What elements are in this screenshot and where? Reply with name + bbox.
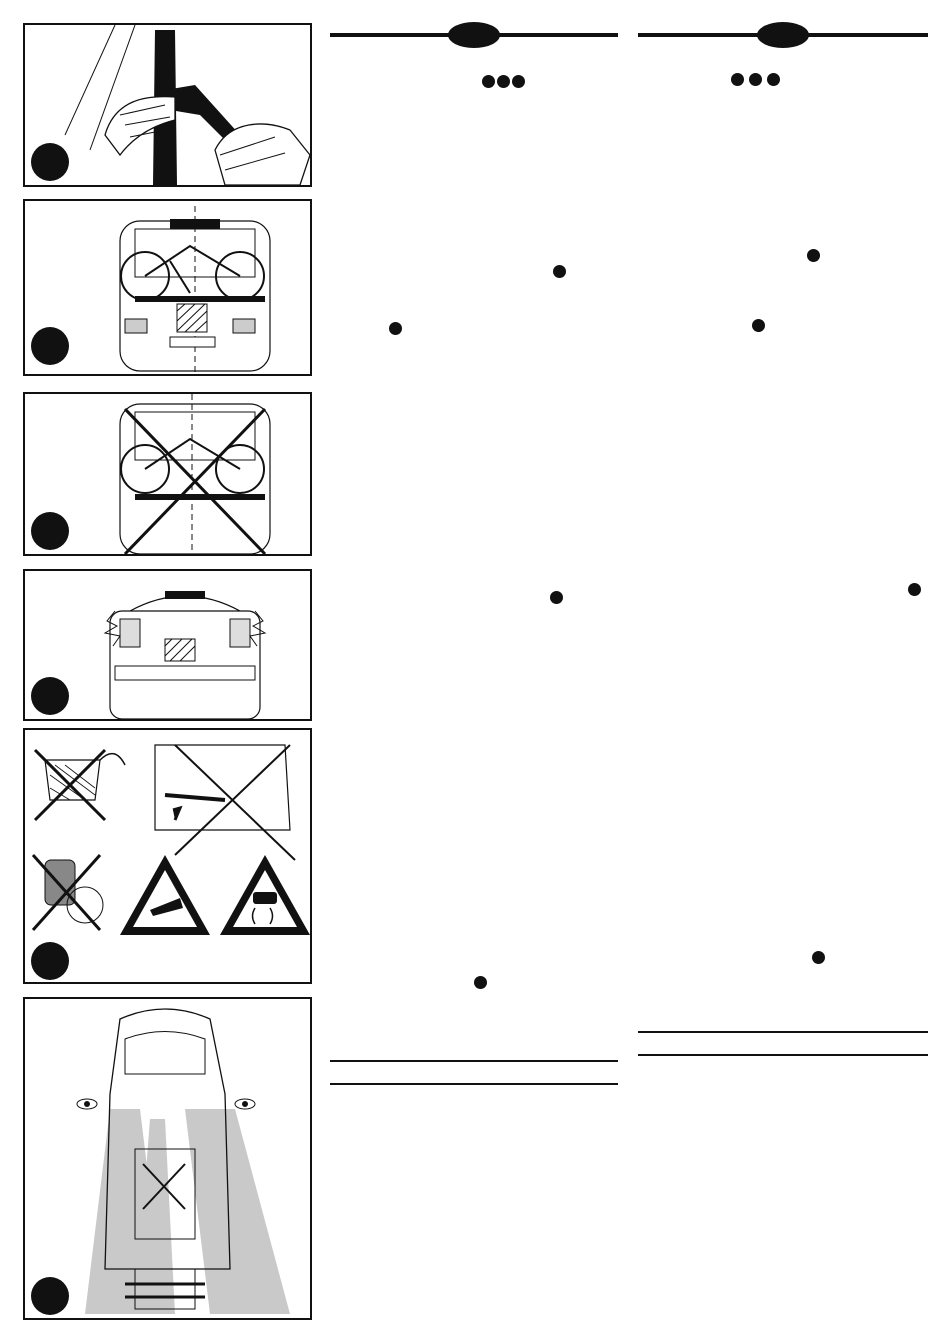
- step-number-4: [31, 677, 69, 715]
- mirror-visibility-illustration: [25, 999, 310, 1318]
- ref-dot: [550, 591, 563, 604]
- language-badge-middle: [448, 22, 500, 48]
- ref-dot: [807, 249, 820, 262]
- figure-panel-4: [23, 569, 312, 721]
- child-seat-warning-icon: [33, 855, 103, 930]
- step-number-2: [31, 327, 69, 365]
- step-number-1: [31, 143, 69, 181]
- ref-dot: [482, 75, 495, 88]
- step-number-6: [31, 1277, 69, 1315]
- rear-wiper-warning-icon: [155, 745, 295, 860]
- crosswind-sign-icon: [120, 855, 210, 935]
- section-divider-middle-top: [330, 1060, 618, 1062]
- figure-panel-6: [23, 997, 312, 1320]
- ref-dot: [908, 583, 921, 596]
- ref-dot: [497, 75, 510, 88]
- step-number-5: [31, 942, 69, 980]
- figure-panel-5: [23, 728, 312, 984]
- section-divider-right-bottom: [638, 1054, 928, 1056]
- figure-panel-2: [23, 199, 312, 376]
- ref-dot: [731, 73, 744, 86]
- basket-warning-icon: [35, 750, 125, 820]
- step-number-3: [31, 512, 69, 550]
- figure-panel-1: [23, 23, 312, 187]
- ref-dot: [553, 265, 566, 278]
- ref-dot: [512, 75, 525, 88]
- language-badge-right: [757, 22, 809, 48]
- ref-dot: [474, 976, 487, 989]
- warnings-illustration: [25, 730, 310, 982]
- ref-dot: [389, 322, 402, 335]
- ref-dot: [749, 73, 762, 86]
- figure-panel-3: [23, 392, 312, 556]
- slippery-road-sign-icon: [220, 855, 310, 935]
- ref-dot: [812, 951, 825, 964]
- section-divider-middle-bottom: [330, 1083, 618, 1085]
- ref-dot: [767, 73, 780, 86]
- ref-dot: [752, 319, 765, 332]
- section-divider-right-top: [638, 1031, 928, 1033]
